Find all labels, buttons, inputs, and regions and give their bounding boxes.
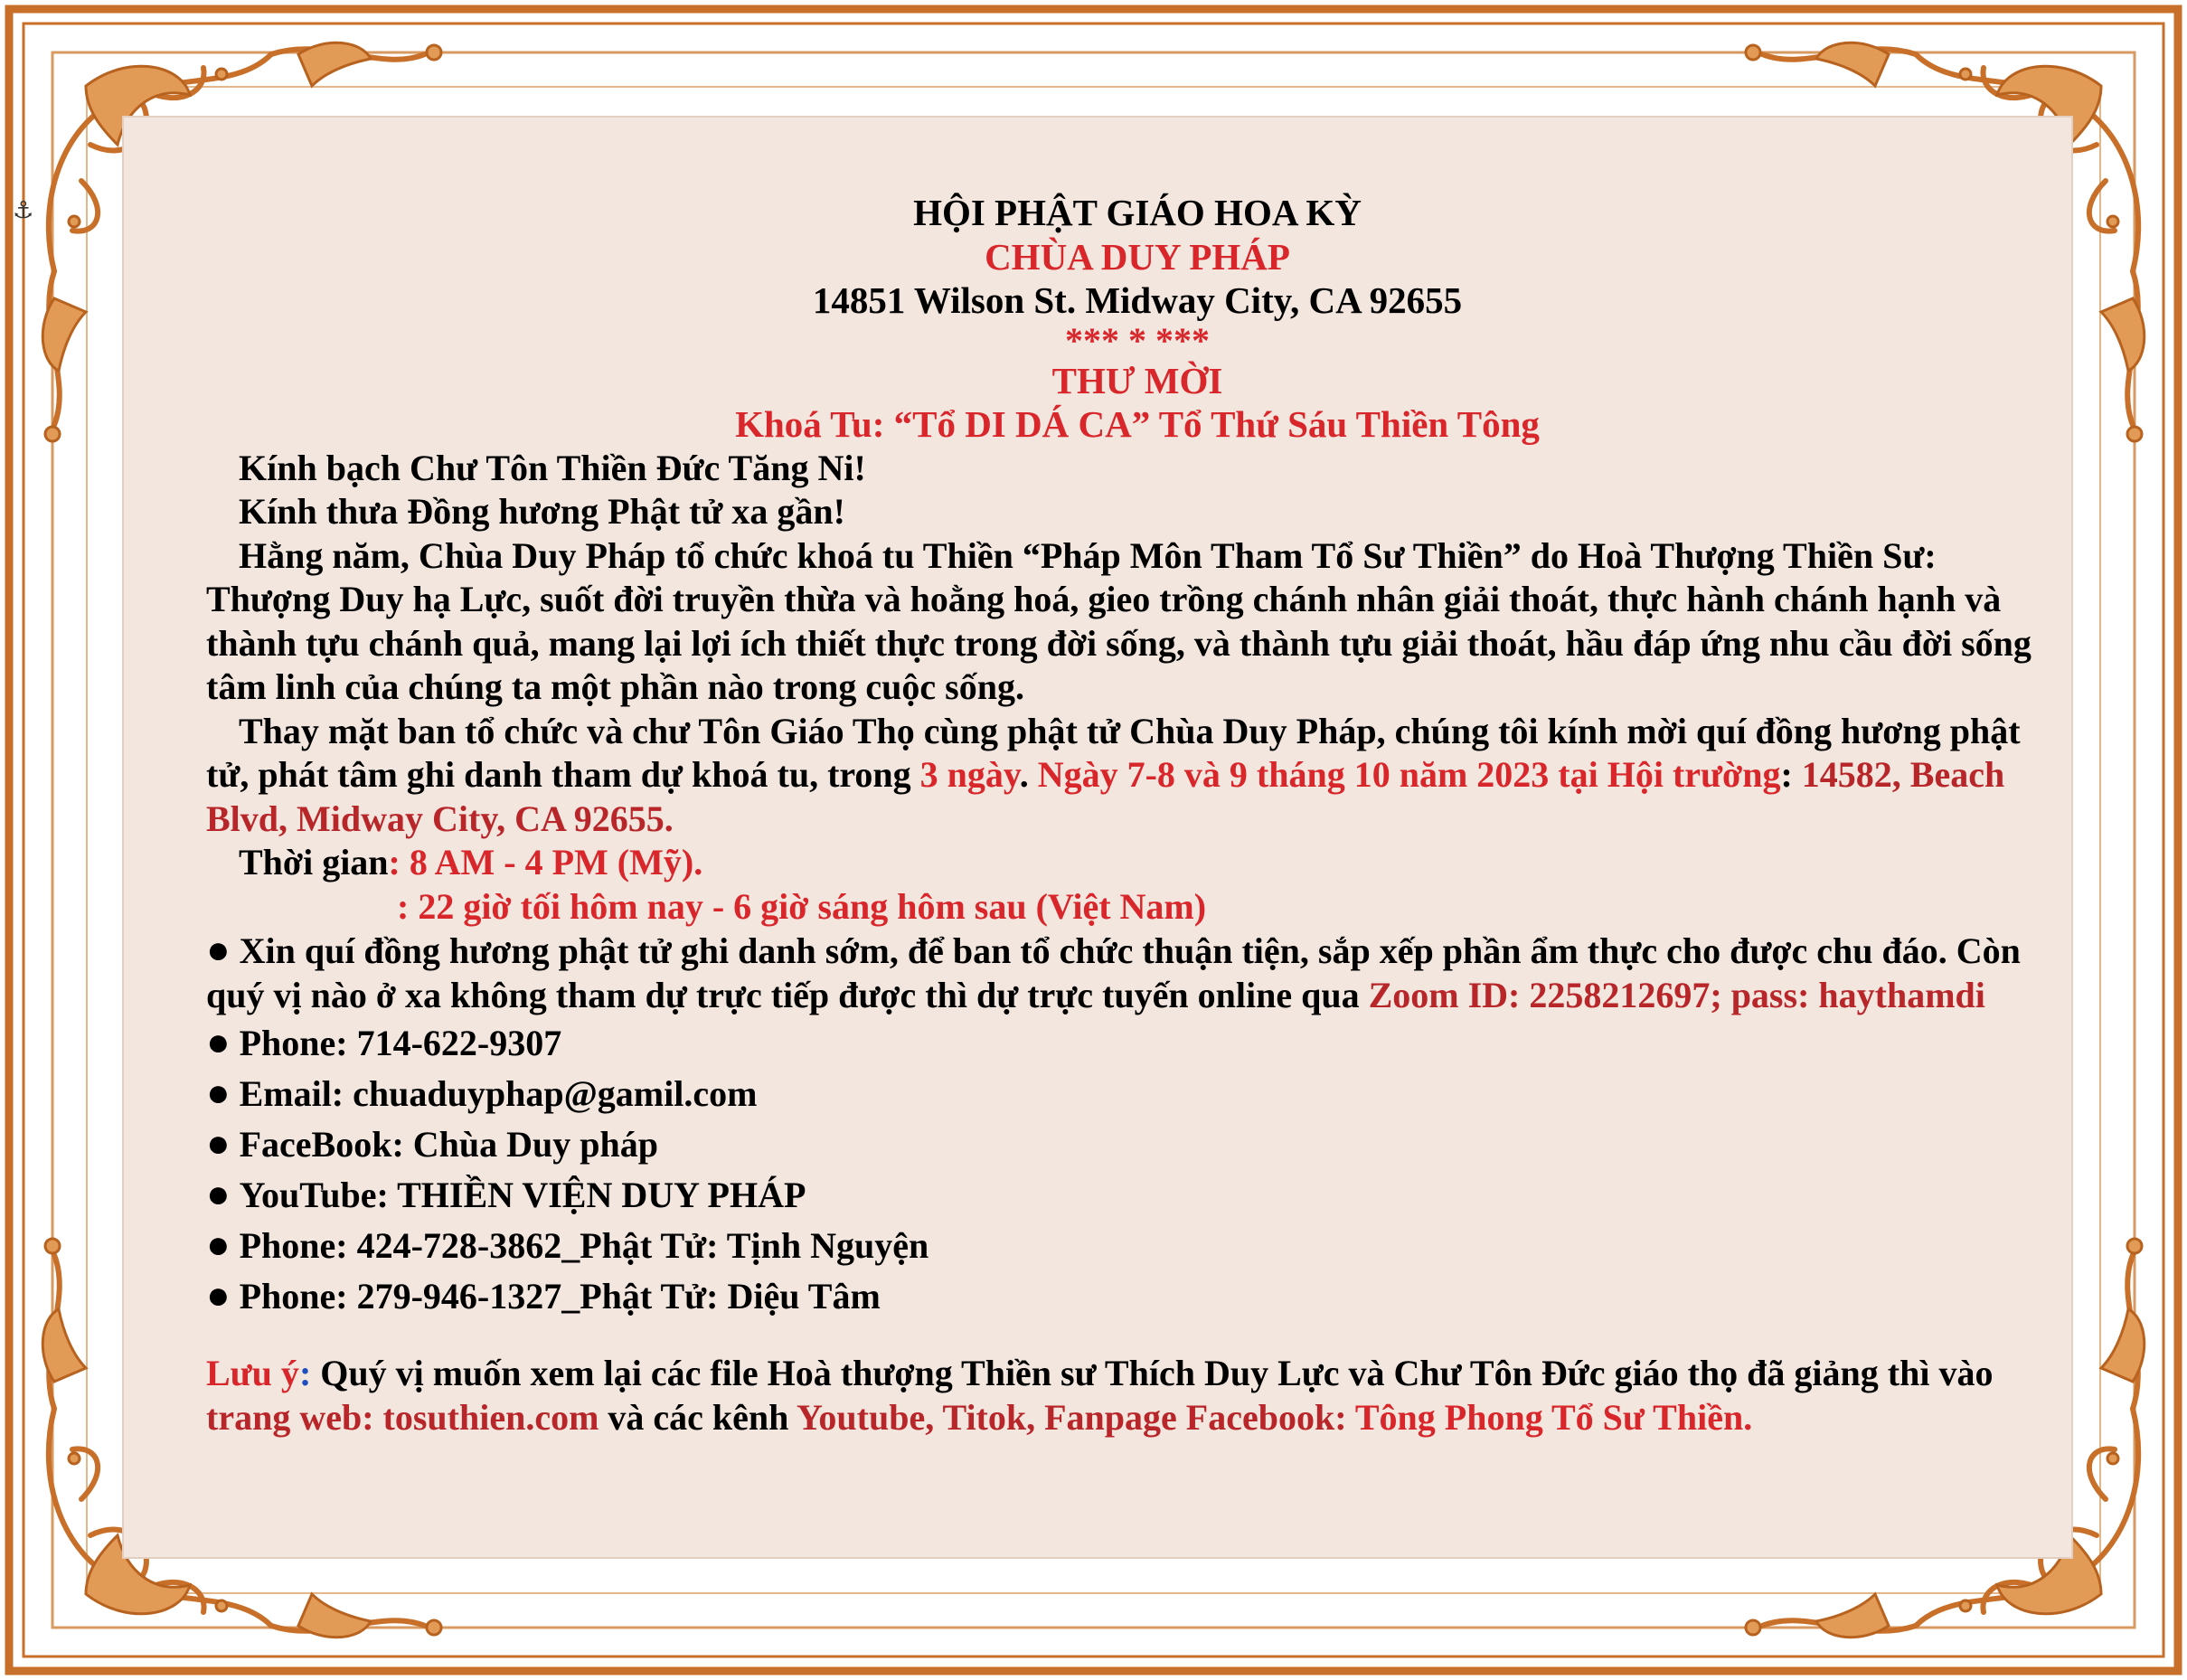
anchor-icon[interactable]: ⚓: [13, 197, 34, 224]
note-label: Lưu ý: [206, 1353, 299, 1393]
website-link[interactable]: trang web: tosuthien.com: [206, 1396, 599, 1438]
contact-facebook[interactable]: ● FaceBook: Chùa Duy pháp: [206, 1121, 659, 1166]
greeting-line-1: Kính bạch Chư Tôn Thiền Đức Tăng Ni!: [239, 447, 866, 488]
signup-bullet: ● Xin quí đồng hương phật tử ghi danh sớm, để ban tổ chức thuận tiện, sắp xếp phần ẩm thực cho được chu đáo. Còn quý vị nào ở xa không tham dự trực tiếp được thì dự trực tuyến online qua Zoom ID: 2258212697; pass: haythamdi: [206, 928, 2021, 1015]
bullet-icon: ●: [206, 928, 231, 972]
temple-address: 14851 Wilson St. Midway City, CA 92655: [812, 279, 1463, 321]
temple-name: CHÙA DUY PHÁP: [985, 235, 1290, 278]
zoom-info[interactable]: Zoom ID: 2258212697; pass: haythamdi: [1368, 974, 1985, 1015]
greeting-line-2: Kính thưa Đồng hương Phật tử xa gần!: [239, 491, 845, 532]
bullet-icon: ●: [206, 1222, 231, 1267]
letter-title: THƯ MỜI: [1051, 359, 1223, 401]
separator-stars: *** * ***: [1065, 319, 1210, 361]
contact-youtube[interactable]: ● YouTube: THIỀN VIỆN DUY PHÁP: [206, 1172, 806, 1216]
retreat-dates: Ngày 7-8 và 9 tháng 10 năm 2023 tại Hội trường: [1037, 754, 1781, 795]
spacer: [206, 1321, 2069, 1352]
contact-email[interactable]: ● Email: chuaduyphap@gamil.com: [206, 1071, 758, 1115]
venue-address: 14582, Beach Blvd, Midway City, CA 92655.: [206, 754, 2005, 839]
bullet-icon: ●: [206, 1071, 231, 1115]
body-paragraph-2: Thay mặt ban tổ chức và chư Tôn Giáo Thọ cùng phật tử Chùa Duy Pháp, chúng tôi kính mời quí đồng hương phật tử, phát tâm ghi danh tham dự khoá tu, trong 3 ngày. Ngày 7-8 và 9 tháng 10 năm 2023 tại Hội trường: 14582, Beach Blvd, Midway City, CA 92655.: [206, 710, 2021, 839]
retreat-subtitle: Khoá Tu: “Tổ DI DÁ CA” Tổ Thứ Sáu Thiền Tông: [735, 403, 1540, 445]
contact-phone-2[interactable]: ● Phone: 424-728-3862_Phật Tử: Tịnh Nguyện: [206, 1222, 929, 1267]
retreat-days: 3 ngày: [919, 754, 1020, 795]
time-vn: : 22 giờ tối hôm nay - 6 giờ sáng hôm sau (Việt Nam): [397, 885, 1207, 927]
body-paragraph-1: Hằng năm, Chùa Duy Pháp tổ chức khoá tu Thiền “Pháp Môn Tham Tổ Sư Thiền” do Hoà Thượng Thiền Sư: Thượng Duy hạ Lực, suốt đời truyền thừa và hoằng hoá, gieo trồng chánh nhân giải thoát, thực hành chánh hạnh và thành tựu chánh quả, mang lại lợi ích thiết thực trong đời sống, và thành tựu giải thoát, hầu đáp ứng nhu cầu đời sống tâm linh của chúng ta một phần nào trong cuộc sống.: [206, 534, 2031, 707]
org-name: HỘI PHẬT GIÁO HOA KỲ: [913, 192, 1362, 233]
time-us: Thời gian: 8 AM - 4 PM (Mỹ).: [239, 842, 703, 882]
contact-phone-3[interactable]: ● Phone: 279-946-1327_Phật Tử: Diệu Tâm: [206, 1273, 881, 1317]
contact-phone-1[interactable]: ● Phone: 714-622-9307: [206, 1020, 562, 1064]
bullet-icon: ●: [206, 1020, 231, 1064]
bullet-icon: ●: [206, 1172, 231, 1216]
fanpage-name[interactable]: Tông Phong Tổ Sư Thiền.: [1354, 1396, 1753, 1438]
note-paragraph: Lưu ý: Quý vị muốn xem lại các file Hoà thượng Thiền sư Thích Duy Lực và Chư Tôn Đức giáo thọ đã giảng thì vào trang web: tosuthien.com và các kênh Youtube, Titok, Fanpage Facebook: Tông Phong Tổ Sư Thiền.: [206, 1353, 1994, 1438]
invitation-content: [206, 191, 2069, 1439]
bullet-icon: ●: [206, 1273, 231, 1317]
channels-list: Youtube, Titok, Fanpage Facebook:: [796, 1396, 1347, 1438]
bullet-icon: ●: [206, 1121, 231, 1166]
